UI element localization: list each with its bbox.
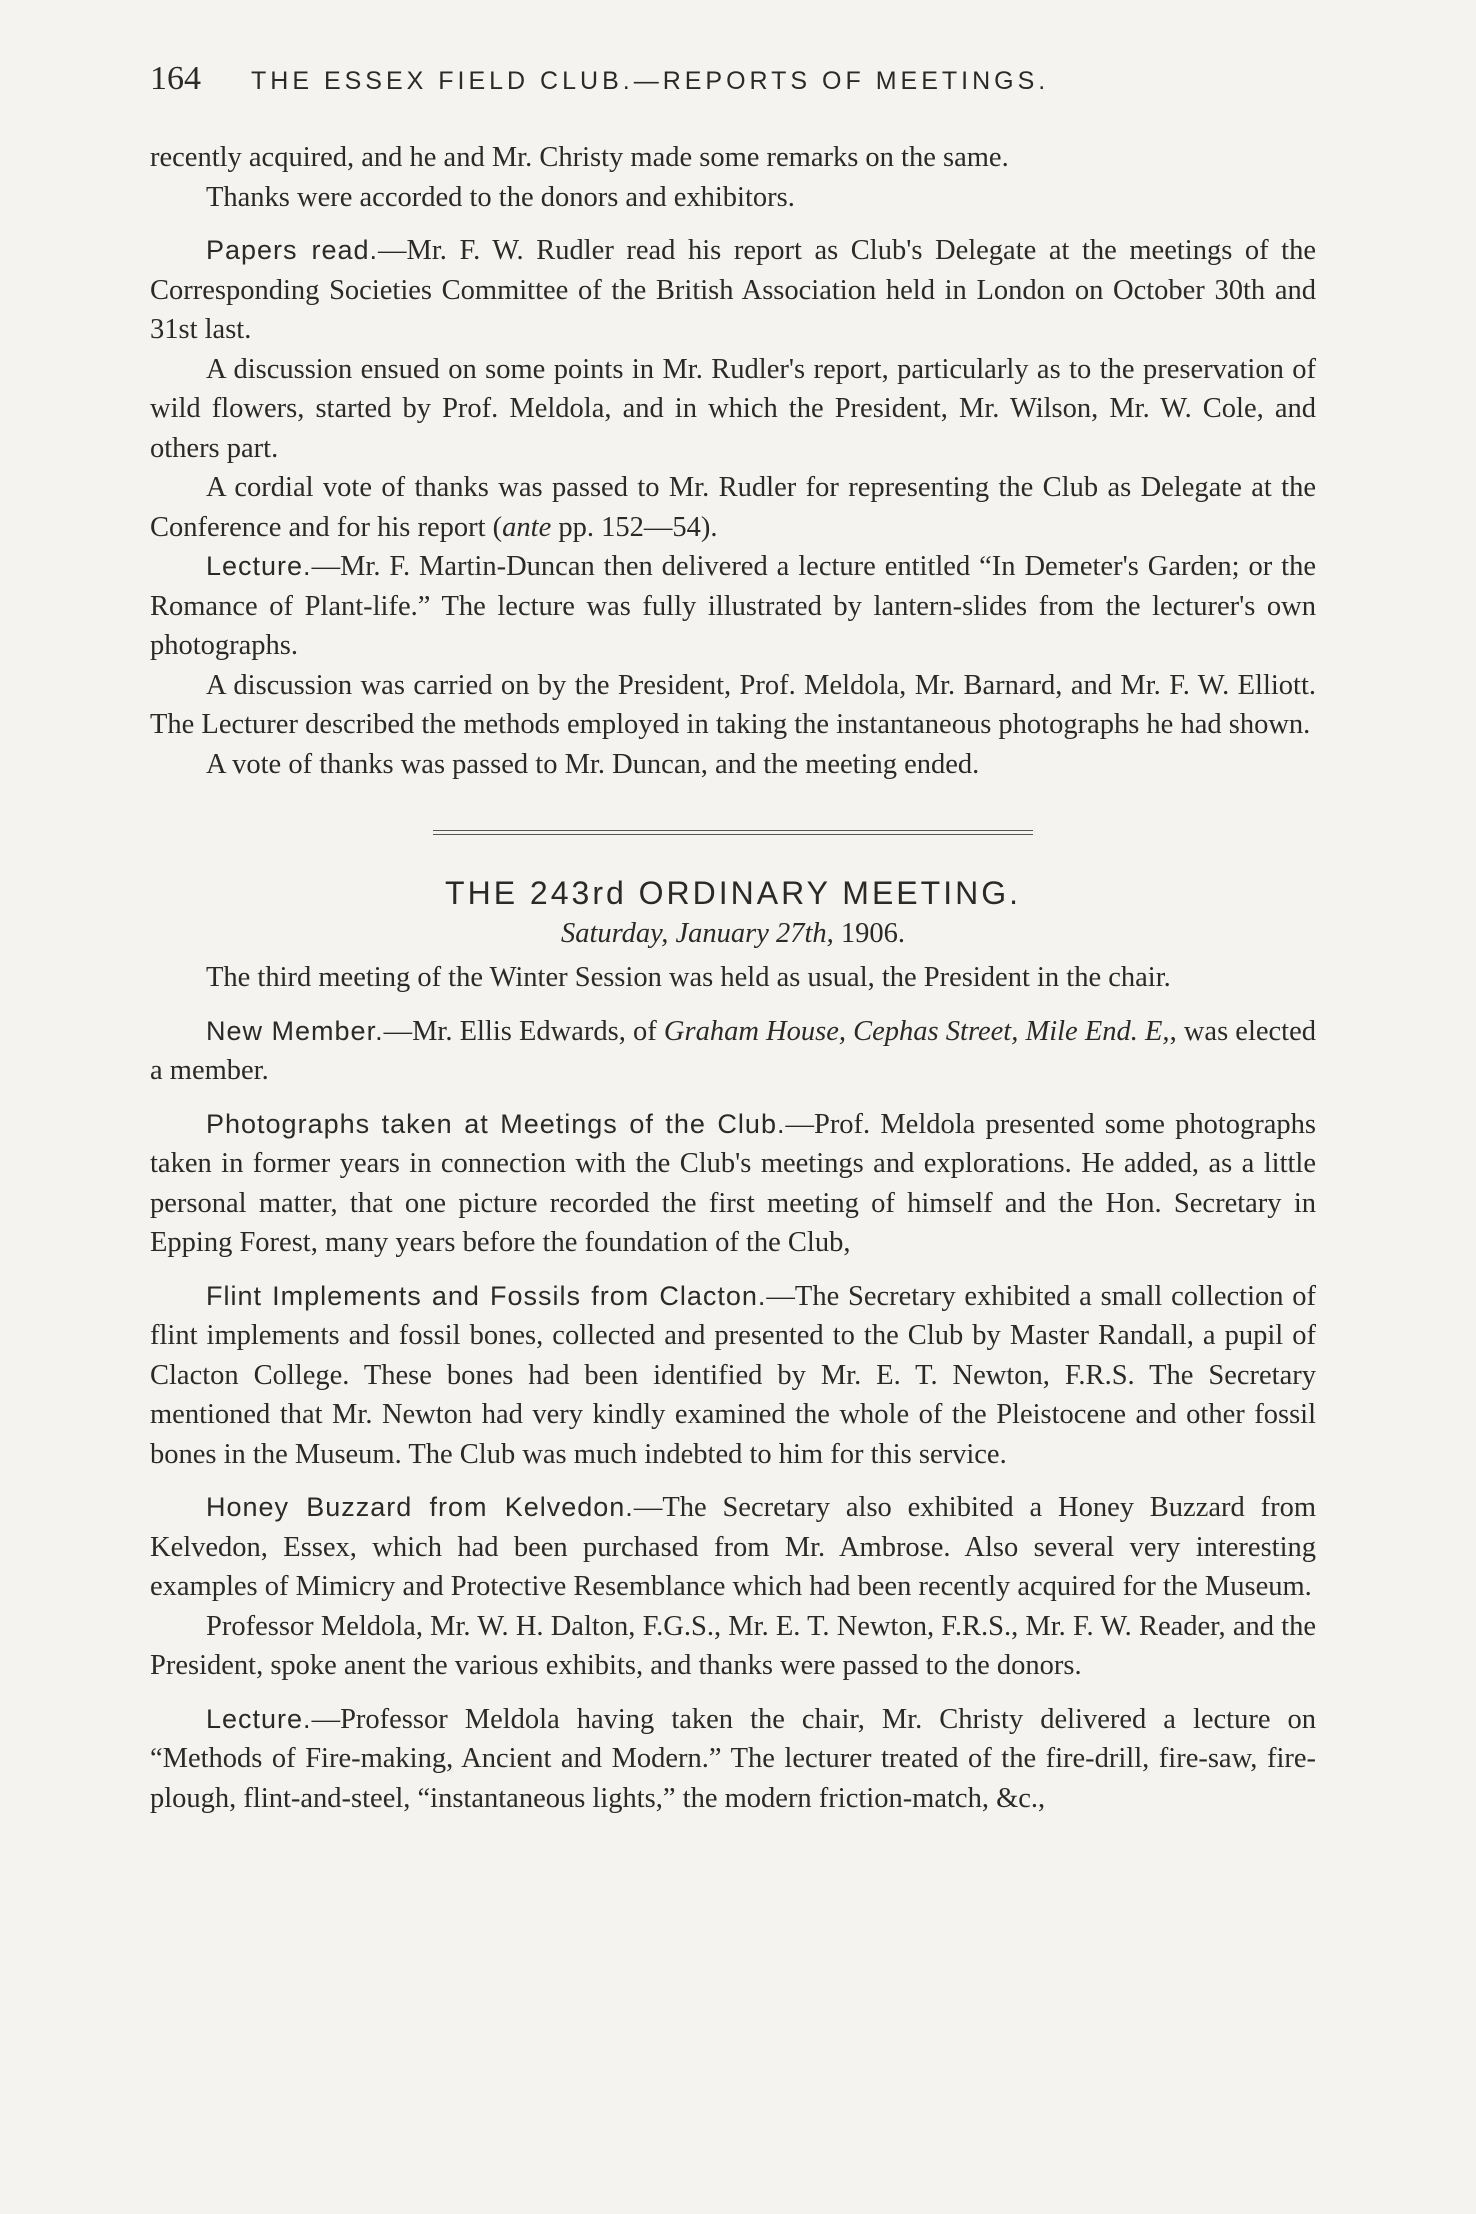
section-divider xyxy=(433,830,1033,835)
paragraph-speakers: Professor Meldola, Mr. W. H. Dalton, F.G.S., Mr. E. T. Newton, F.R.S., Mr. F. W. Reader, and the President, spoke anent the various exhibits, and thanks were passed to the donors. xyxy=(150,1610,1316,1681)
paragraph-photographs xyxy=(150,1105,1316,1263)
paragraph-text: —Mr. F. W. Rudler read his report as Club's Delegate at the meetings of the Corresponding Societies Committee of the British Association held in London on October 30th and 31st last. xyxy=(150,235,1316,345)
running-title: THE ESSEX FIELD CLUB.—REPORTS OF MEETINGS. xyxy=(251,67,1050,95)
paragraph-thanks: Thanks were accorded to the donors and exhibitors. xyxy=(206,181,795,213)
paragraph-text: —Prof. Meldola presented some photographs taken in former years in connection with the Club's meetings and explorations. He added, as a little personal matter, that one picture recorded the first meeting of himself and the Hon. Secretary in Epping Forest, many years before the foundation of the Club, xyxy=(150,1108,1316,1258)
paragraph-vote xyxy=(150,468,1316,547)
paragraph-honey-buzzard xyxy=(150,1488,1316,1607)
section-heading-flint: Flint Implements and Fossils from Clacton. xyxy=(206,1280,767,1311)
meeting-date-text: Saturday, January 27th, xyxy=(560,918,834,949)
paragraph-lecture-2 xyxy=(150,1700,1316,1819)
section-heading-new-member: New Member. xyxy=(206,1015,384,1046)
paragraph-discussion: A discussion ensued on some points in Mr. Rudler's report, particularly as to the preservation of wild flowers, started by Prof. Meldola, and in which the President, Mr. Wilson, Mr. W. Cole, and others part. xyxy=(150,353,1316,464)
section-heading-papers-read: Papers read. xyxy=(206,235,379,265)
paragraph-text: —Professor Meldola having taken the chair, Mr. Christy delivered a lecture on “Methods of Fire-making, Ancient and Modern.” The lecturer treated of the fire-drill, fire-saw, fire-plough, flint-and-steel, “instantaneous lights,” the modern friction-match, &c., xyxy=(150,1703,1316,1814)
section-heading-photographs: Photographs taken at Meetings of the Club. xyxy=(206,1108,786,1139)
paragraph-lecture-discussion: A discussion was carried on by the President, Prof. Meldola, Mr. Barnard, and Mr. F. W. Elliott. The Lecturer described the methods employed in taking the instantaneous photographs he had shown. xyxy=(150,669,1316,740)
paragraph-text: —The Secretary also exhibited a Honey Buzzard from Kelvedon, Essex, which had been purchased from Mr. Ambrose. Also several very interesting examples of Mimicry and Protective Resemblance which had been recently acquired for the Museum. xyxy=(150,1492,1316,1602)
paragraph-text: —Mr. F. Martin-Duncan then delivered a lecture entitled “In Demeter's Garden; or the Romance of Plant-life.” The lecture was fully illustrated by lantern-slides from the lecturer's own photographs. xyxy=(150,551,1316,661)
page-number: 164 xyxy=(150,60,201,97)
paragraph-session: The third meeting of the Winter Session was held as usual, the President in the chair. xyxy=(206,962,1171,993)
paragraph-papers-read xyxy=(150,231,1316,350)
section-heading-lecture-2: Lecture. xyxy=(206,1703,312,1734)
paragraph-continued: recently acquired, and he and Mr. Christy made some remarks on the same. xyxy=(150,142,1009,173)
paragraph-text: pp. 152—54). xyxy=(551,511,718,543)
paragraph-text: , was elected a member. xyxy=(150,1015,1316,1086)
italic-ante: ante xyxy=(502,511,552,543)
section-heading-lecture: Lecture. xyxy=(206,551,312,581)
meeting-date-year: 1906. xyxy=(833,918,906,949)
section-heading-honey-buzzard: Honey Buzzard from Kelvedon. xyxy=(206,1492,634,1522)
paragraph-flint xyxy=(150,1277,1316,1475)
paragraph-text: —The Secretary exhibited a small collection of flint implements and fossil bones, collected and presented to the Club by Master Randall, a pupil of Clacton College. These bones had been identified by Mr. E. T. Newton, F.R.S. The Secretary mentioned that Mr. Newton had very kindly examined the whole of the Pleistocene and other fossil bones in the Museum. The Club was much indebted to him for this service. xyxy=(150,1280,1317,1470)
meeting-date xyxy=(150,918,1316,950)
paragraph-text: —Mr. Ellis Edwards, of xyxy=(383,1015,664,1047)
paragraph-text: A cordial vote of thanks was passed to Mr. Rudler for representing the Club as Delegate at the Conference and for his report ( xyxy=(150,472,1316,543)
document-page xyxy=(150,60,1316,1818)
paragraph-lecture xyxy=(150,547,1316,666)
italic-address: Graham House, Cephas Street, Mile End. E, xyxy=(663,1015,1170,1047)
running-head xyxy=(150,60,1316,98)
meeting-title: THE 243rd ORDINARY MEETING. xyxy=(445,875,1021,911)
paragraph-meeting-ended: A vote of thanks was passed to Mr. Duncan, and the meeting ended. xyxy=(206,748,980,780)
paragraph-new-member xyxy=(150,1012,1316,1091)
